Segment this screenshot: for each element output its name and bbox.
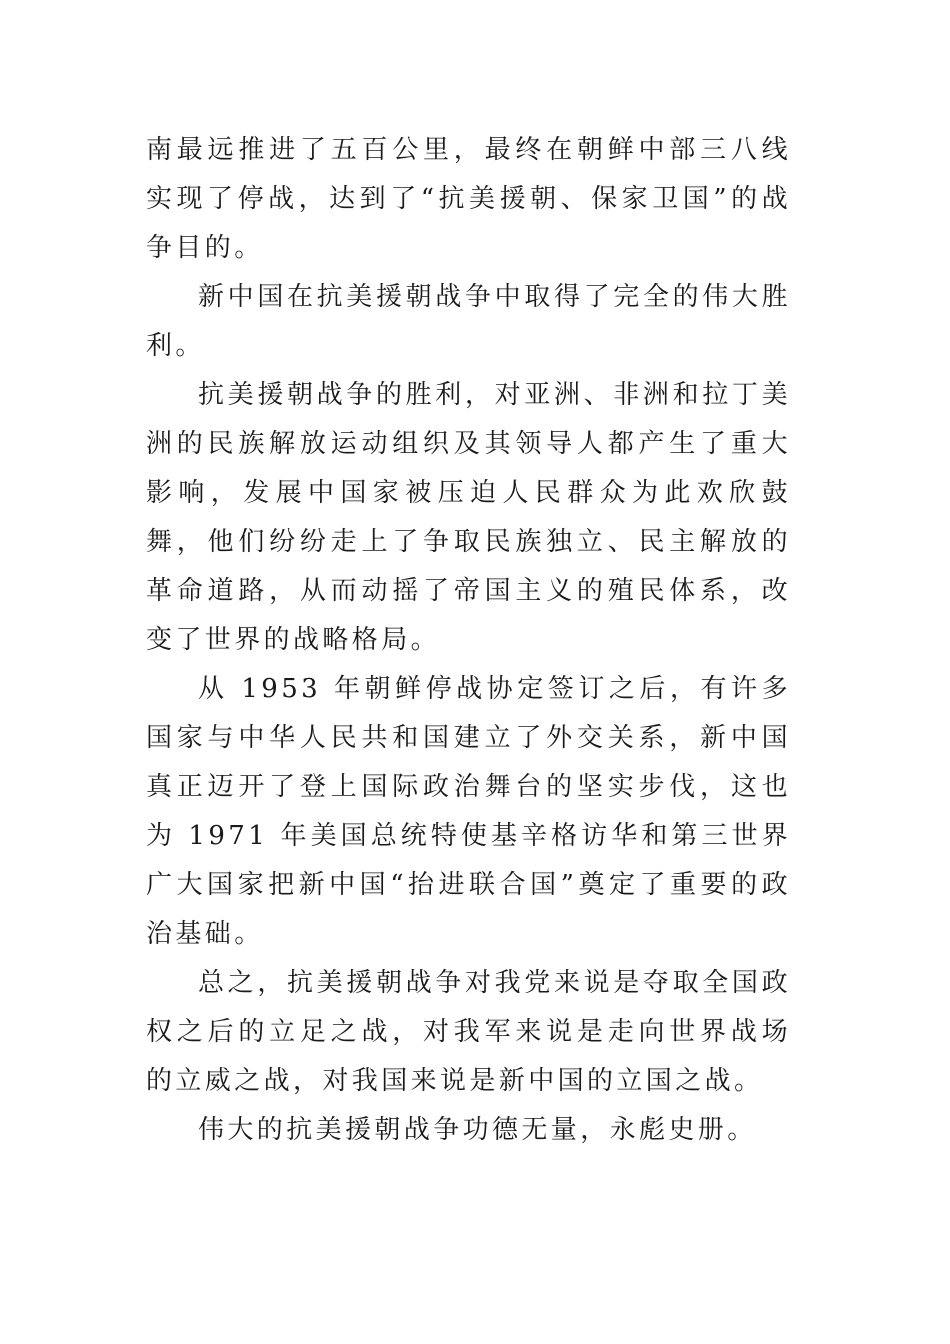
paragraph-closing: 伟大的抗美援朝战争功德无量，永彪史册。 xyxy=(198,1115,757,1145)
paragraph-victory: 新中国在抗美援朝战争中取得了完全的伟大胜利。 xyxy=(146,282,791,361)
paragraph-continued: 南最远推进了五百公里，最终在朝鲜中部三八线实现了停战，达到了“抗美援朝、保家卫国”的战争目的。 xyxy=(146,135,791,263)
paragraph-diplomacy: 从 1953 年朝鲜停战协定签订之后，有许多国家与中华人民共和国建立了外交关系，新中国真正迈开了登上国际政治舞台的坚实步伐，这也为 1971 年美国总统特使基辛格访华和第三世界广大国家把新中国“抬进联合国”奠定了重要的政治基础。 xyxy=(146,674,791,949)
document-body xyxy=(146,126,791,1155)
paragraph-influence: 抗美援朝战争的胜利，对亚洲、非洲和拉丁美洲的民族解放运动组织及其领导人都产生了重大影响，发展中国家被压迫人民群众为此欢欣鼓舞，他们纷纷走上了争取民族独立、民主解放的革命道路，从而动摇了帝国主义的殖民体系，改变了世界的战略格局。 xyxy=(146,380,791,655)
paragraph-summary: 总之，抗美援朝战争对我党来说是夺取全国政权之后的立足之战，对我军来说是走向世界战场的立威之战，对我国来说是新中国的立国之战。 xyxy=(146,968,791,1096)
